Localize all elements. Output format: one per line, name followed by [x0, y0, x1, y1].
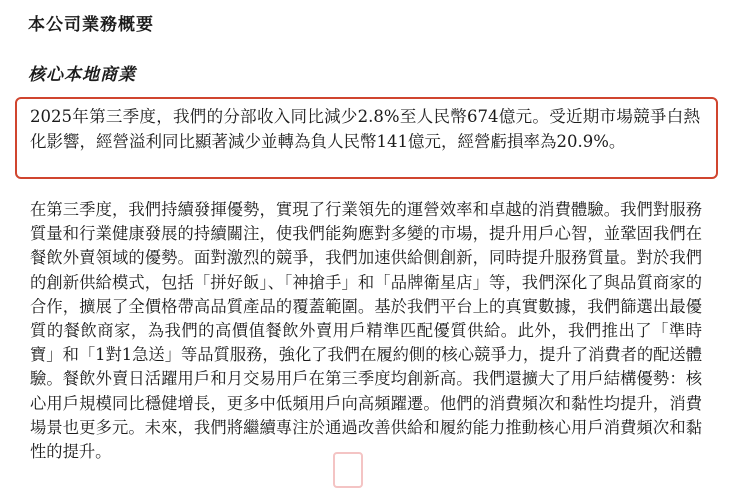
- subsection-title: 核心本地商業: [28, 65, 136, 85]
- body-paragraph: 在第三季度，我們持續發揮優勢，實現了行業領先的運營效率和卓越的消費體驗。我們對服務質量和行業健康發展的持續關注，使我們能夠應對多變的市場，提升用戶心智，並鞏固我們在餐飲外賣領域的優勢。面對激烈的競爭，我們加速供給側創新，同時提升服務質量。對於我們的創新供給模式，包括「拼好飯」、「神搶手」和「品牌衛星店」等，我們深化了與品質商家的合作，擴展了全價格帶高品質產品的覆蓋範圍。基於我們平台上的真實數據，我們篩選出最優質的餐飲商家，為我們的高價值餐飲外賣用戶精準匹配優質供給。此外，我們推出了「準時寶」和「1對1急送」等品質服務，強化了我們在履約側的核心競爭力，提升了消費者的配送體驗。餐飲外賣日活躍用戶和月交易用戶在第三季度均創新高。我們還擴大了用戶結構優勢：核心用戶規模同比穩健增長，更多中低頻用戶向高頻躍遷。他們的消費頻次和黏性均提升，消費場景也更多元。未來，我們將繼續專注於通過改善供給和履約能力推動核心用戶消費頻次和黏性的提升。: [30, 200, 702, 462]
- section-title: 本公司業務概要: [28, 15, 154, 35]
- highlight-text: 2025年第三季度，我們的分部收入同比減少2.8%至人民幣674億元。受近期市場競爭白熱化影響，經營溢利同比顯著減少並轉為負人民幣141億元，經營虧損率為20.9%。: [30, 107, 700, 151]
